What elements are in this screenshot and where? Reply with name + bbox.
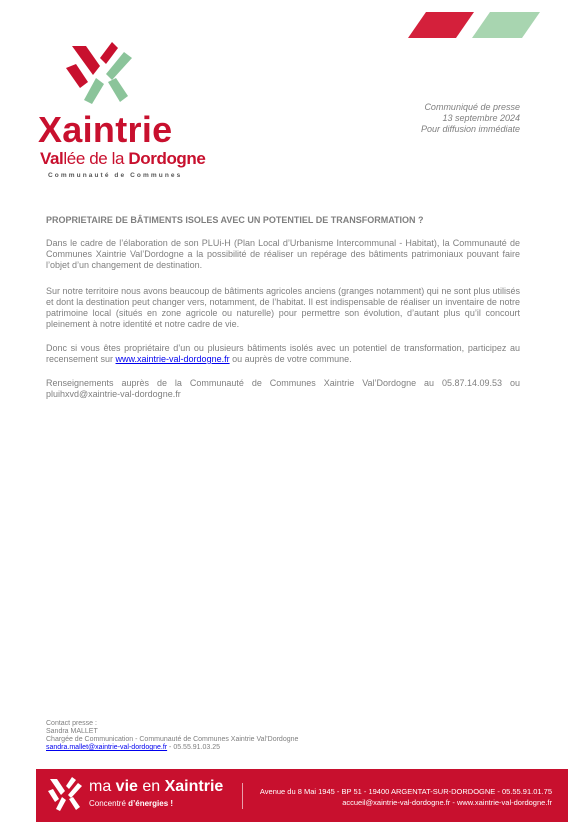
logo-brand: Xaintrie	[38, 109, 173, 150]
paragraph-4: Renseignements auprès de la Communauté de Communes Xaintrie Val’Dordogne au 05.87.14.09.53 ou pluihxvd@xaintrie-val-dordogne.fr	[46, 378, 520, 399]
footer-web: accueil@xaintrie-val-dordogne.fr - www.xaintrie-val-dordogne.fr	[342, 798, 552, 807]
footer-slogan	[89, 778, 223, 796]
slogan-part3: en	[137, 778, 165, 795]
paragraph-3-text-end: ou auprès de votre commune.	[229, 354, 352, 364]
footer-address-block	[260, 786, 552, 808]
footer-address: Avenue du 8 Mai 1945 - BP 51 - 19400 ARGENTAT-SUR-DORDOGNE - 05.55.91.01.75	[259, 787, 552, 796]
slogan-part1: ma	[89, 778, 116, 795]
logo-subtitle	[40, 150, 205, 168]
contact-name: Sandra MALLET	[46, 728, 98, 735]
contact-email-line	[46, 744, 298, 752]
slogan-part2: vie	[115, 778, 138, 795]
slogan-part4: Xaintrie	[164, 778, 224, 795]
logo-tagline: Communauté de Communes	[48, 172, 183, 179]
paragraph-3	[46, 343, 520, 365]
footer-tagline-part2: d’énergies !	[128, 799, 174, 808]
press-type: Communiqué de presse	[424, 102, 520, 112]
press-info	[421, 102, 520, 135]
footer-tagline-part1: Concentré	[89, 799, 129, 808]
logo	[38, 42, 206, 182]
logo-sub-part1: Val	[40, 149, 64, 168]
x-mark-icon	[66, 42, 136, 108]
logo-sub-part2: lée de la	[63, 149, 129, 168]
contact-heading: Contact presse :	[46, 720, 97, 727]
press-contact	[46, 720, 298, 752]
website-link[interactable]: www.xaintrie-val-dordogne.fr	[115, 354, 230, 364]
contact-email-link[interactable]: sandra.mallet@xaintrie-val-dordogne.fr	[46, 744, 168, 751]
paragraph-1: Dans le cadre de l’élaboration de son PLUi-H (Plan Local d’Urbanisme Intercommunal - Habitat), la Communauté de Communes Xaintrie Val’Dordogne a la possibilité de réaliser un repérage des bâtiments patrimoniaux pouvant faire l’objet d’un changement de destination.	[46, 238, 520, 270]
x-mark-icon	[48, 777, 82, 813]
contact-role: Chargée de Communication - Communauté de Communes Xaintrie Val’Dordogne	[46, 736, 299, 743]
footer-tagline	[89, 799, 173, 808]
contact-phone: - 05.55.91.03.25	[167, 744, 221, 751]
paragraph-2: Sur notre territoire nous avons beaucoup de bâtiments agricoles anciens (granges notamment) qui ne sont plus utilisés et dont la destination peut changer vers, notamment, de l’habitat. Il est indispensable de réaliser un inventaire de notre patrimoine local (situés en zone agricole ou naturelle) pour permettre son évolution, d’autant plus qu’il concourt pleinement à notre identité et notre cadre de vie.	[46, 286, 520, 329]
corner-red-stripe	[408, 12, 474, 38]
page-title: PROPRIETAIRE DE BÂTIMENTS ISOLES AVEC UN POTENTIEL DE TRANSFORMATION ?	[46, 215, 424, 225]
footer-banner	[36, 769, 568, 822]
paragraph-3-text-start: Donc si vous êtes propriétaire d’un ou plusieurs bâtiments isolés avec un potentiel de transformation, participez au recensement sur	[46, 343, 520, 364]
press-release-note: Pour diffusion immédiate	[420, 124, 520, 134]
logo-sub-part3: Dordogne	[128, 149, 206, 168]
press-date: 13 septembre 2024	[442, 113, 520, 123]
corner-decoration	[408, 12, 540, 38]
corner-green-stripe	[472, 12, 540, 38]
footer-separator	[242, 783, 243, 809]
